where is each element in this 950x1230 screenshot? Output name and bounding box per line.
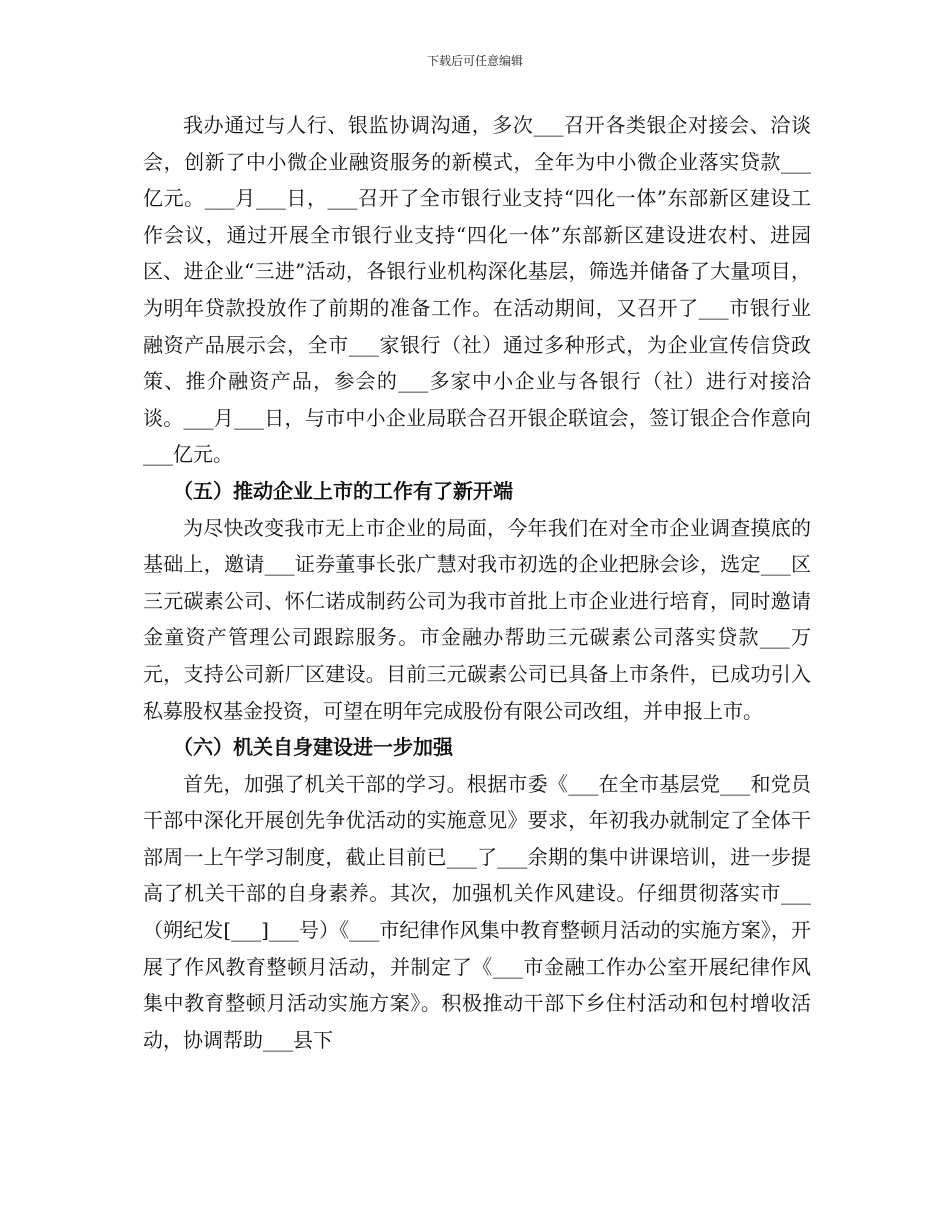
paragraph-bank-enterprise-cooperation: 我办通过与人行、银监协调沟通，多次___召开各类银企对接会、洽谈会，创新了中小微企业融资服务的新模式，全年为中小微企业落实贷款___亿元。___月___日，___召开了全市银行业支持“四化一体”东部新区建设工作会议，通过开展全市银行业支持“四化一体”东部新区建设进农村、进园区、进企业“三进”活动，各银行业机构深化基层，筛选并储备了大量项目，为明年贷款投放作了前期的准备工作。在活动期间，又召开了___市银行业融资产品展示会，全市___家银行（社）通过多种形式，为企业宣传信贷政策、推介融资产品，参会的___多家中小企业与各银行（社）进行对接洽谈。___月___日，与市中小企业局联合召开银企联谊会，签订银企合作意向___亿元。 <box>143 113 811 467</box>
section-heading-listing: （五）推动企业上市的工作有了新开端 <box>173 478 513 503</box>
page-header: 下载后可任意编辑 <box>426 54 523 68</box>
paragraph-enterprise-listing: 为尽快改变我市无上市企业的局面，今年我们在对全市企业调查摸底的基础上，邀请___证券董事长张广慧对我市初选的企业把脉会诊，选定___区三元碳素公司、怀仁诺成制药公司为我市首批上市企业进行培育，同时邀请金童资产管理公司跟踪服务。市金融办帮助三元碳素公司落实贷款___万元，支持公司新厂区建设。目前三元碳素公司已具备上市条件，已成功引入私募股权基金投资，可望在明年完成股份有限公司改组，并申报上市。 <box>143 515 811 723</box>
paragraph-self-construction: 首先，加强了机关干部的学习。根据市委《___在全市基层党___和党员干部中深化开展创先争优活动的实施意见》要求，年初我办就制定了全体干部周一上午学习制度，截止目前已___了___余期的集中讲课培训，进一步提高了机关干部的自身素养。其次，加强机关作风建设。仔细贯彻落实市___（朔纪发[___]___号）《___市纪律作风集中教育整顿月活动的实施方案》，开展了作风教育整顿月活动，并制定了《___市金融工作办公室开展纪律作风集中教育整顿月活动实施方案》。积极推动干部下乡住村活动和包村增收活动，协调帮助___县下 <box>143 771 811 1052</box>
document-body <box>143 107 811 1058</box>
section-heading-self-construction: （六）机关自身建设进一步加强 <box>173 735 453 760</box>
